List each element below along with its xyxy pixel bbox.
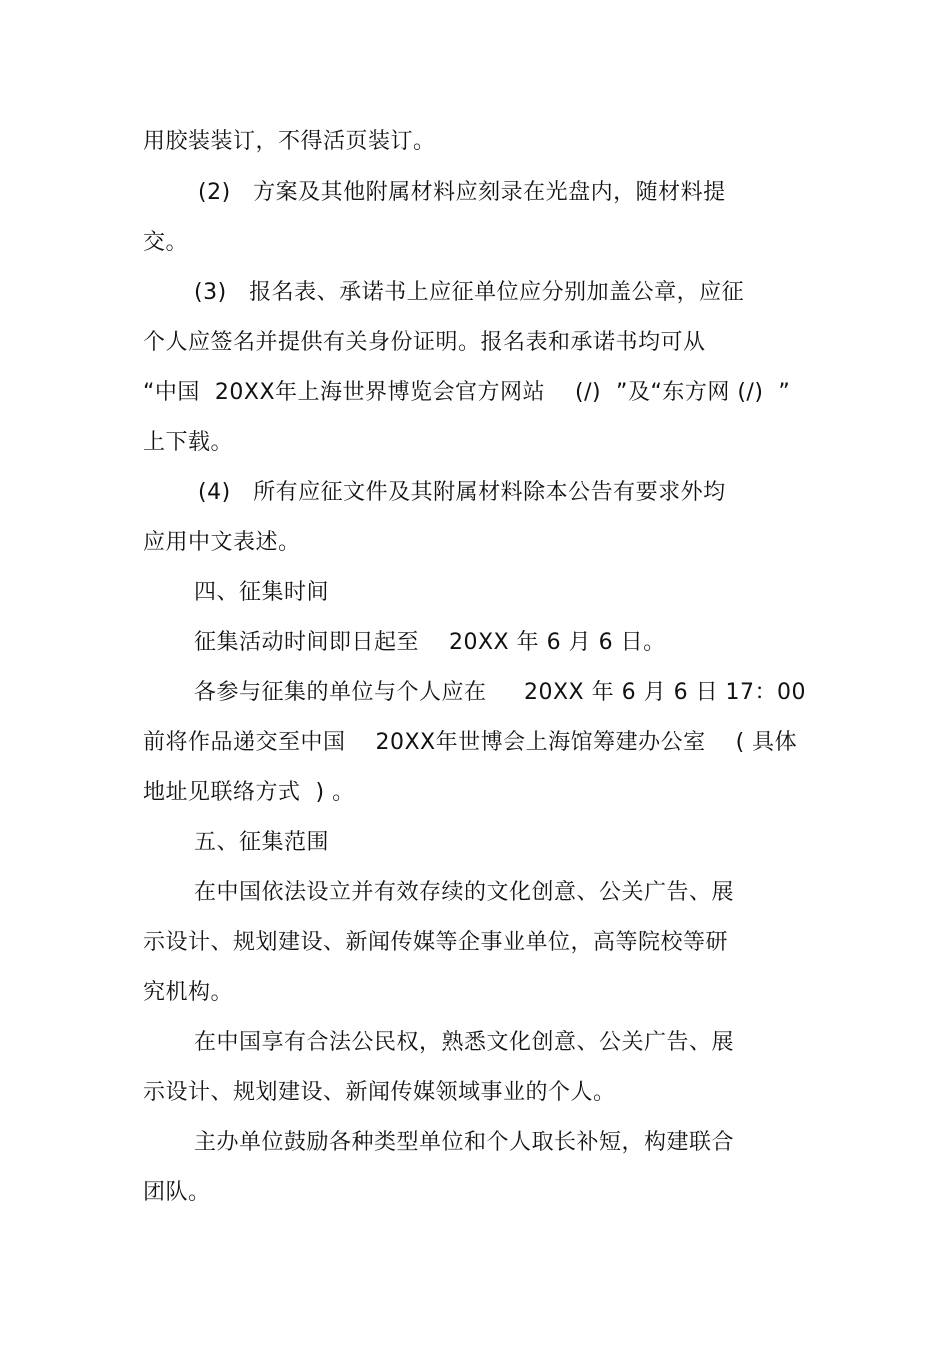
list-item-2-line: (2) 方案及其他附属材料应刻录在光盘内，随材料提 — [198, 180, 726, 205]
text-line: 应用中文表述。 — [143, 530, 301, 555]
text-line: 用胶装装订，不得活页装订。 — [143, 129, 436, 154]
text-line: 地址见联络方式 ) 。 — [143, 780, 355, 805]
text-line: 前将作品递交至中国 20XX年世博会上海馆筹建办公室 ( 具体 — [143, 730, 798, 755]
text-line: 究机构。 — [143, 980, 234, 1005]
text-line: 在中国享有合法公民权，熟悉文化创意、公关广告、展 — [194, 1030, 735, 1055]
list-item-3-line: (3) 报名表、承诺书上应征单位应分别加盖公章，应征 — [194, 280, 745, 305]
text-line: 示设计、规划建设、新闻传媒领域事业的个人。 — [143, 1080, 616, 1105]
text-line: 示设计、规划建设、新闻传媒等企事业单位，高等院校等研 — [143, 930, 729, 955]
section-heading-collection-scope: 五、征集范围 — [194, 830, 330, 855]
text-line: 各参与征集的单位与个人应在 20XX 年 6 月 6 日 17：00 — [194, 680, 807, 705]
text-line: 在中国依法设立并有效存续的文化创意、公关广告、展 — [194, 880, 735, 905]
text-line: 征集活动时间即日起至 20XX 年 6 月 6 日。 — [194, 630, 666, 655]
text-line: 上下载。 — [143, 430, 234, 455]
text-line-with-links: “中国 20XX年上海世界博览会官方网站 (/) ”及“东方网 (/) ” — [143, 380, 791, 405]
text-line: 个人应签名并提供有关身份证明。报名表和承诺书均可从 — [143, 330, 706, 355]
list-item-4-line: (4) 所有应征文件及其附属材料除本公告有要求外均 — [198, 480, 726, 505]
text-line: 主办单位鼓励各种类型单位和个人取长补短，构建联合 — [194, 1130, 735, 1155]
section-heading-collection-time: 四、征集时间 — [194, 580, 330, 605]
text-line: 团队。 — [143, 1180, 211, 1205]
text-line: 交。 — [143, 230, 189, 255]
